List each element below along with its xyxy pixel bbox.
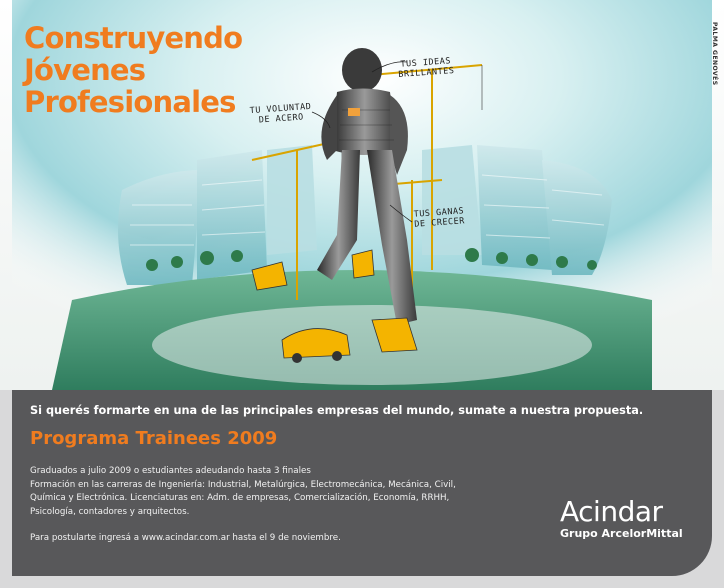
program-title: Programa Trainees 2009 — [30, 428, 278, 449]
headline-line2: Jóvenes — [24, 53, 146, 87]
note-ganas-line2: DE CRECER — [414, 216, 466, 230]
note-ganas — [413, 206, 465, 229]
apply-instructions: Para postularte ingresá a www.acindar.com.ar hasta el 9 de noviembre. — [30, 533, 341, 543]
note-ganas-line1: TUS GANAS — [413, 206, 465, 220]
requirements-line3: Química y Electrónica. Licenciaturas en: Adm. de empresas, Comercialización, Economía, RRHH, — [30, 493, 450, 504]
note-ideas-line1: TUS IDEAS — [400, 56, 452, 70]
note-ideas-line2: BRILLANTES — [398, 66, 455, 80]
note-ideas — [397, 56, 454, 80]
acindar-logo — [560, 497, 683, 541]
requirements-line1: Graduados a julio 2009 o estudiantes adeudando hasta 3 finales — [30, 466, 311, 476]
headline-line3: Profesionales — [24, 85, 236, 119]
note-voluntad-line1: TU VOLUNTAD — [249, 101, 312, 117]
requirements — [30, 465, 456, 519]
requirements-line2: Formación en las carreras de Ingeniería: Industrial, Metalúrgica, Electromecánica, Mecánica, Civil, — [30, 479, 456, 490]
artist-credit: PALMA GENOVÉS — [711, 22, 718, 86]
brand-name: Acindar — [560, 495, 663, 528]
headline — [24, 22, 242, 118]
headline-line1: Construyendo — [24, 21, 243, 55]
tagline: Si querés formarte en una de las principales empresas del mundo, sumate a nuestra propuesta. — [30, 404, 644, 417]
requirements-line4: Psicología, contadores y arquitectos. — [30, 506, 190, 517]
info-panel — [12, 390, 712, 576]
brand-group: Grupo ArcelorMittal — [560, 527, 683, 540]
note-voluntad-line2: DE ACERO — [258, 112, 305, 126]
